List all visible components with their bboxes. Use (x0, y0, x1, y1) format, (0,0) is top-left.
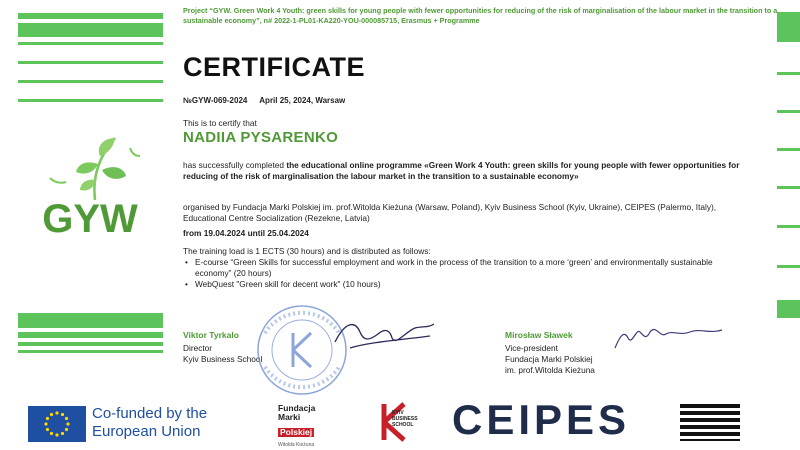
eu-star (65, 428, 68, 431)
gyw-logo-text: GYW (42, 197, 138, 240)
fundacja-line: Fundacja (278, 403, 316, 413)
signatory-role: Vice-president (505, 343, 558, 353)
gyw-logo (20, 120, 160, 240)
certificate-number: №GYW-069-2024 (183, 96, 248, 105)
fundacja-logo (278, 403, 333, 448)
programme-title: the educational online programme «Green Work 4 Youth: green skills for young people with fewer opportunities for reducing of the risk of marginalisation the labour market in the transition to a sustainable economy» (183, 160, 740, 181)
completion-statement (183, 160, 743, 182)
decor-bar-right (777, 72, 800, 75)
decor-bar-right (777, 110, 800, 113)
signatory-left (183, 330, 262, 365)
signatory-org: Kyiv Business School (183, 354, 263, 364)
certificate-date: April 25, 2024, Warsaw (259, 96, 346, 105)
recipient-name: NADIIA PYSARENKO (183, 129, 339, 146)
eu-star (61, 413, 64, 416)
training-load (183, 246, 728, 290)
decor-bar-right (777, 225, 800, 228)
load-intro: The training load is 1 ECTS (30 hours) and is distributed as follows: (183, 246, 431, 256)
completion-prefix: has successfully completed (183, 160, 287, 170)
signatory-name: Viktor Tyrkalo (183, 330, 239, 340)
fundacja-sub: Witolda Kieżuna (278, 442, 315, 448)
eu-star (44, 422, 47, 425)
signatory-right (505, 330, 595, 376)
decor-bar (18, 13, 163, 19)
eu-star (50, 432, 53, 435)
eu-star (55, 411, 58, 414)
decor-bar-right (777, 300, 800, 318)
decor-bar (18, 313, 163, 328)
eu-text-line2: European Union (92, 423, 201, 440)
decor-bar-right (777, 265, 800, 268)
fundacja-line: Polskiej (280, 427, 313, 437)
decor-bar (18, 42, 163, 45)
load-item: • E-course “Green Skills for successful employment and work in the process of the transition to a more ‘green’ and environmentally sustainable economy” (20 hours) (195, 257, 728, 279)
decor-bar (18, 99, 163, 102)
certificate-meta (183, 96, 355, 105)
eu-star (65, 417, 68, 420)
fundacja-line: Marki (278, 412, 301, 422)
signature-left (330, 312, 440, 357)
organisers: organised by Fundacja Marki Polskiej im. prof.Witolda Kieżuna (Warsaw, Poland), Kyiv Business School (Kyiv, Ukraine), CEIPES (Palermo, Italy), Educational Centre Socialization (Rezekne, Latvia) (183, 202, 717, 223)
project-line: Project “GYW. Green Work 4 Youth: green skills for young people with fewer opportunities for reducing of the risk of marginalisation of the labour market in the transition to a sustainable economy”, n# 2022-1-PL01-KA220-YOU-000085715, Erasmus + Programme (183, 6, 778, 25)
certify-intro: This is to certify that (183, 118, 257, 128)
eu-star (61, 432, 64, 435)
socialization-logo (680, 404, 740, 444)
decor-bar (18, 23, 163, 37)
decor-bar-right (777, 186, 800, 189)
eu-star (46, 417, 49, 420)
signatory-org-line2: im. prof.Witolda Kieżuna (505, 365, 595, 375)
decor-bar (18, 61, 163, 64)
load-item: • WebQuest "Green skill for decent work" (10 hours) (195, 279, 728, 290)
signatory-org: Fundacja Marki Polskiej (505, 354, 593, 364)
certificate-title: CERTIFICATE (183, 52, 365, 82)
eu-star (66, 422, 69, 425)
kbs-text: BUSINESS (392, 416, 418, 422)
decor-bar (18, 80, 163, 83)
period: from 19.04.2024 until 25.04.2024 (183, 228, 309, 238)
decor-bar-right (777, 148, 800, 151)
signatory-name: Mirosław Sławek (505, 330, 573, 340)
kbs-text: KYIV (392, 410, 404, 416)
decor-bar (18, 350, 163, 353)
ceipes-logo: CEIPES (452, 396, 631, 443)
eu-text-line1: Co-funded by the (92, 405, 208, 422)
kbs-text: SCHOOL (392, 422, 414, 428)
eu-star (46, 428, 49, 431)
signatory-role: Director (183, 343, 213, 353)
decor-bar (18, 342, 163, 346)
eu-logo (28, 405, 258, 443)
signature-right (610, 318, 730, 358)
eu-star (50, 413, 53, 416)
kyiv-business-school-logo (370, 400, 420, 445)
decor-bar (18, 332, 163, 338)
eu-star (55, 433, 58, 436)
